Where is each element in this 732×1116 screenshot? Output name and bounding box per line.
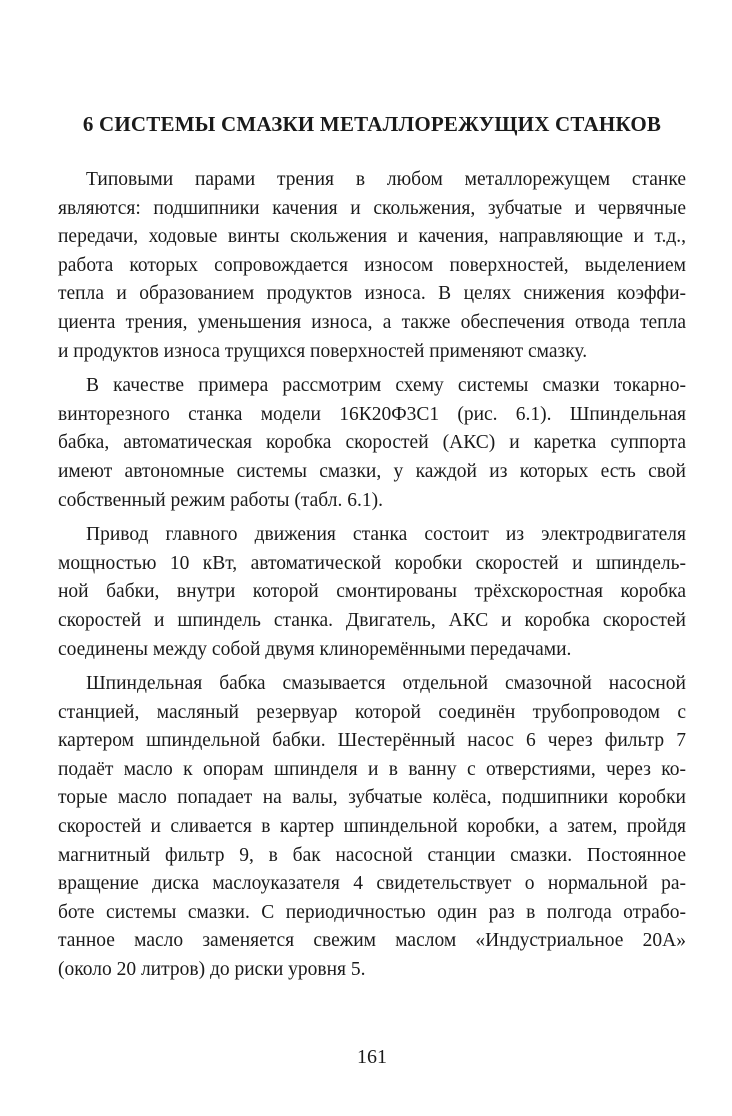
text-line: Шпиндельная бабка смазывается отдельной смазочной насосной bbox=[86, 673, 686, 695]
text-line: танное масло заменяется свежим маслом «Индустриальное 20А» bbox=[58, 930, 686, 952]
text-line: (около 20 литров) до риски уровня 5. bbox=[58, 959, 366, 981]
text-line: винторезного станка модели 16К20Ф3С1 (рис. 6.1). Шпиндельная bbox=[58, 403, 686, 425]
paragraph-3 bbox=[58, 521, 686, 664]
text-line: передачи, ходовые винты скольжения и качения, направляющие и т.д., bbox=[58, 226, 686, 248]
text-line: и продуктов износа трущихся поверхностей применяют смазку. bbox=[58, 340, 588, 362]
text-line: подаёт масло к опорам шпинделя и в ванну с отверстиями, через ко- bbox=[58, 758, 686, 780]
text-line: боте системы смазки. С периодичностью один раз в полгода отрабо- bbox=[58, 901, 686, 923]
document-page bbox=[58, 0, 686, 1116]
text-line: соединены между собой двумя клиноремёнными передачами. bbox=[58, 638, 572, 660]
text-line: Типовыми парами трения в любом металлорежущем станке bbox=[86, 169, 686, 190]
text-line: В качестве примера рассмотрим схему системы смазки токарно- bbox=[86, 375, 686, 397]
text-line: работа которых сопровождается износом поверхностей, выделением bbox=[58, 254, 686, 276]
paragraph-4 bbox=[58, 670, 686, 985]
text-line: собственный режим работы (табл. 6.1). bbox=[58, 489, 383, 511]
text-line: скоростей и сливается в картер шпиндельной коробки, а затем, пройдя bbox=[58, 816, 686, 838]
page-number: 161 bbox=[357, 1046, 387, 1068]
text-line: циента трения, уменьшения износа, а также обеспечения отвода тепла bbox=[58, 311, 686, 333]
text-line: торые масло попадает на валы, зубчатые колёса, подшипники коробки bbox=[58, 787, 686, 809]
paragraph-1 bbox=[58, 166, 686, 366]
text-line: мощностью 10 кВт, автоматической коробки скоростей и шпиндель- bbox=[58, 552, 686, 574]
text-line: являются: подшипники качения и скольжения, зубчатые и червячные bbox=[58, 197, 686, 219]
text-line: магнитный фильтр 9, в бак насосной станции смазки. Постоянное bbox=[58, 844, 686, 866]
text-line: станцией, масляный резервуар которой соединён трубопроводом с bbox=[58, 701, 686, 723]
text-line: Привод главного движения станка состоит из электродвигателя bbox=[86, 524, 686, 546]
body-text bbox=[58, 166, 686, 991]
text-line: тепла и образованием продуктов износа. В целях снижения коэффи- bbox=[58, 283, 686, 305]
text-line: скоростей и шпиндель станка. Двигатель, АКС и коробка скоростей bbox=[58, 609, 686, 631]
text-line: имеют автономные системы смазки, у каждой из которых есть свой bbox=[58, 460, 686, 482]
section-heading: 6 СИСТЕМЫ СМАЗКИ МЕТАЛЛОРЕЖУЩИХ СТАНКОВ bbox=[82, 112, 662, 136]
text-line: бабка, автоматическая коробка скоростей (АКС) и каретка суппорта bbox=[58, 432, 686, 454]
text-line: вращение диска маслоуказателя 4 свидетельствует о нормальной ра- bbox=[58, 873, 686, 895]
text-line: ной бабки, внутри которой смонтированы трёхскоростная коробка bbox=[58, 581, 686, 603]
paragraph-2 bbox=[58, 372, 686, 515]
text-line: картером шпиндельной бабки. Шестерённый насос 6 через фильтр 7 bbox=[58, 730, 686, 752]
